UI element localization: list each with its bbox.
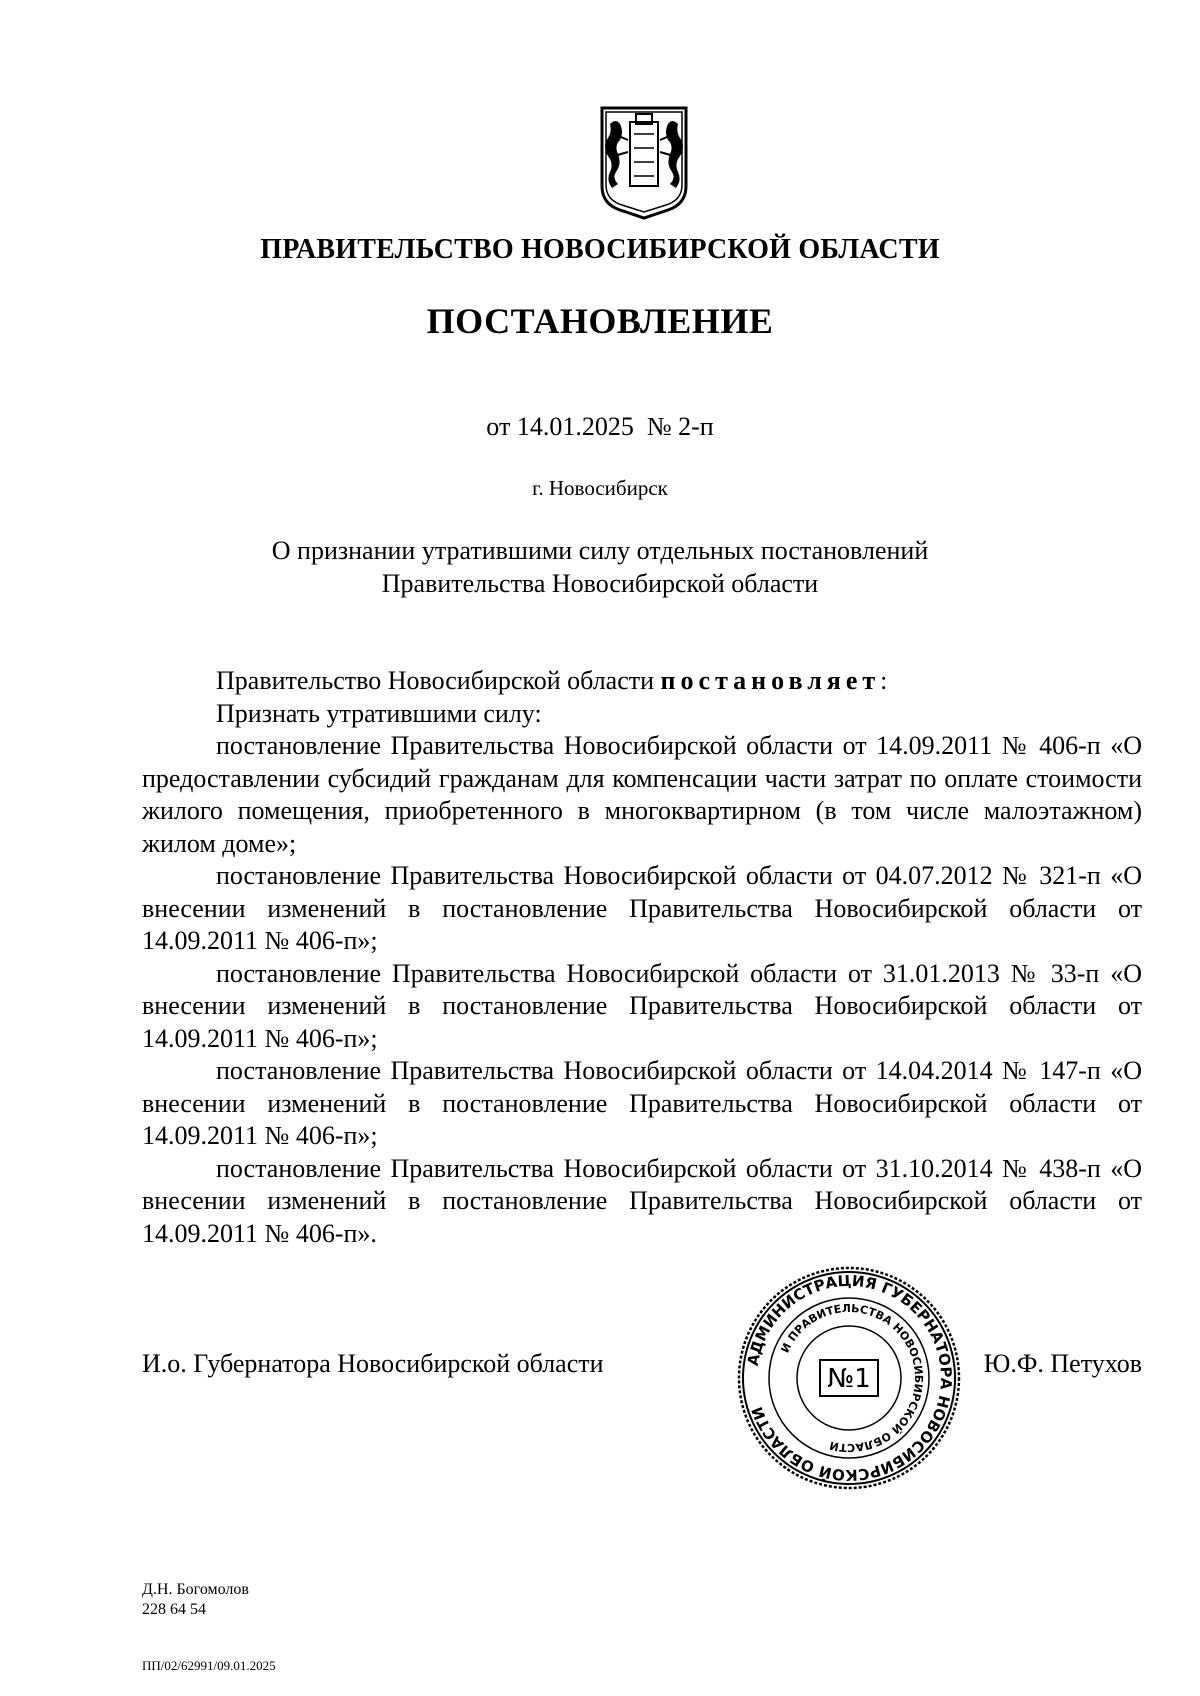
executor-info: [142, 1580, 249, 1620]
repealed-item-1: постановление Правительства Новосибирской области от 14.09.2011 № 406-п «О предоставлении субсидий гражданам для компенсации части затрат по оплате стоимости жилого помещения, приобретенного в многоквартирном (в том числе малоэтажном) жилом доме»;: [142, 731, 1142, 858]
novosibirsk-coat-of-arms-icon: [598, 104, 690, 220]
document-registry-code: ПП/02/62991/09.01.2025: [142, 1658, 276, 1673]
signer-title: И.о. Губернатора Новосибирской области: [142, 1349, 604, 1378]
repealed-item-5: постановление Правительства Новосибирской области от 31.10.2014 № 438-п «О внесении изменений в постановление Правительства Новосибирской области от 14.09.2011 № 406-п».: [142, 1153, 1142, 1248]
stamp-inner-text: И ПРАВИТЕЛЬСТВА НОВОСИБИРСКОЙ ОБЛАСТИ: [778, 1301, 926, 1455]
repealed-item-4: постановление Правительства Новосибирской области от 14.04.2014 № 147-п «О внесении изменений в постановление Правительства Новосибирской области от 14.09.2011 № 406-п»;: [142, 1056, 1142, 1150]
repealed-item-3: постановление Правительства Новосибирской области от 31.01.2013 № 33-п «О внесении изменений в постановление Правительства Новосибирской области от 14.09.2011 № 406-п»;: [142, 958, 1142, 1053]
body-intro: [142, 665, 1142, 698]
subject-line-2: Правительства Новосибирской области: [381, 569, 819, 598]
stamp-number: №1: [827, 1364, 871, 1394]
executor-phone: 228 64 54: [142, 1601, 206, 1618]
signer-name: Ю.Ф. Петухов: [983, 1349, 1142, 1378]
intro-prefix: Правительство Новосибирской области: [216, 666, 661, 695]
executor-name: Д.Н. Богомолов: [142, 1581, 249, 1598]
government-title: ПРАВИТЕЛЬСТВО НОВОСИБИРСКОЙ ОБЛАСТИ: [260, 234, 940, 265]
stamp-outer-text: АДМИНИСТРАЦИЯ ГУБЕРНАТОРА НОВОСИБИРСКОЙ ОБЛАСТИ: [743, 1271, 956, 1485]
document-body: [142, 665, 1142, 1250]
document-subject: [0, 534, 1200, 600]
intro-verb: постановляет: [660, 666, 881, 695]
document-date-number: от 14.01.2025 № 2-п: [486, 412, 714, 441]
intro-suffix: :: [880, 666, 888, 695]
body-declare: Признать утратившими силу:: [216, 698, 542, 728]
document-type-title: ПОСТАНОВЛЕНИЕ: [426, 301, 774, 341]
document-city: г. Новосибирск: [532, 476, 668, 500]
official-round-seal-icon: [736, 1265, 962, 1491]
repealed-item-2: постановление Правительства Новосибирской области от 04.07.2012 № 321-п «О внесении изменений в постановление Правительства Новосибирской области от 14.09.2011 № 406-п»;: [142, 861, 1142, 955]
subject-line-1: О признании утратившими силу отдельных постановлений: [271, 536, 929, 565]
